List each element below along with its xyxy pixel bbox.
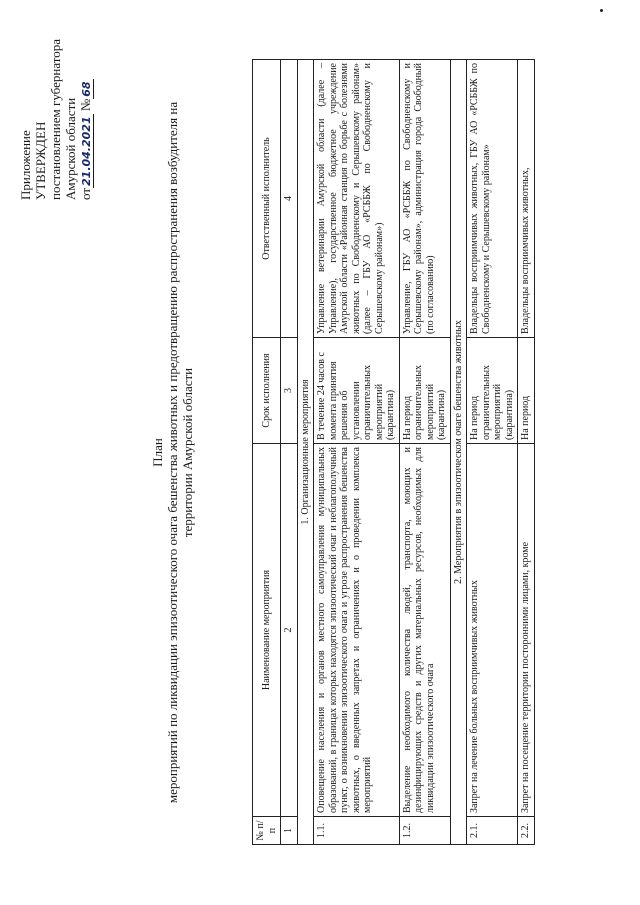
header-term: Срок исполнения bbox=[253, 338, 281, 444]
handwritten-date: 21.04.2021 bbox=[80, 116, 93, 186]
table-row bbox=[399, 60, 450, 845]
number-prefix: № bbox=[78, 98, 93, 112]
row-name: Выделение необходимого количества людей, транспорта, моющих и дезинфицирующих средств и других материальных ресурсов, необходимых для ликвидации эпизоотического очага bbox=[399, 444, 450, 817]
table-row bbox=[314, 60, 400, 845]
row-executor: Управление, ГБУ АО «РСББЖ по Свободненскому и Серышевскому районам», администрация города Свободный (по согласованию) bbox=[399, 60, 450, 338]
column-number-row bbox=[281, 60, 298, 845]
row-num: 2.1. bbox=[467, 817, 518, 845]
approval-block bbox=[18, 10, 94, 200]
row-num: 1.1. bbox=[314, 817, 400, 845]
row-num: 1.2. bbox=[399, 817, 450, 845]
table-header-row bbox=[253, 60, 281, 845]
row-name: Оповещение населения и органов местного самоуправления муниципальных образований, в границах которых находятся эпизоотический очаг и неблагополучный пункт, о возникновении эпизоотического очага и угрозе распространения бешенства животных, о введенных запретах и ограничениях и о проведении комплекса мероприятий bbox=[314, 444, 400, 817]
row-name: Запрет на лечение больных восприимчивых животных bbox=[467, 444, 518, 817]
col-number: 3 bbox=[281, 338, 298, 444]
row-term: В течение 24 часов с момента принятия решения об установлении ограничительных мероприятий (карантина) bbox=[314, 338, 400, 444]
row-term: На период ограничительных мероприятий (карантина) bbox=[467, 338, 518, 444]
section-row bbox=[297, 60, 314, 845]
row-executor: Управление ветеринарии Амурской области (далее – Управление), государственное бюджетное учреждение Амурской области «Районная станция по борьбе с болезнями животных по Свободненскому и Серышевскому районам» (далее – ГБУ АО «РСББЖ по Свободненскому и Серышевскому районам») bbox=[314, 60, 400, 338]
date-prefix: от bbox=[78, 187, 93, 200]
approval-appendix: Приложение bbox=[18, 130, 33, 200]
plan-subtitle-line1: мероприятий по ликвидации эпизоотического очага бешенства животных и предотвращению распространения возбудителя на bbox=[165, 101, 180, 804]
plan-subtitle-line2: территории Амурской области bbox=[180, 367, 195, 538]
row-name: Запрет на посещение территории посторонними лицами, кроме bbox=[518, 444, 535, 817]
section-title: 2. Мероприятия в эпизоотическом очаге бешенства животных bbox=[450, 60, 467, 845]
row-executor: Владельцы восприимчивых животных, bbox=[518, 60, 535, 338]
plan-table bbox=[252, 59, 535, 845]
row-term: На период bbox=[518, 338, 535, 444]
row-term: На период ограничительных мероприятий (карантина) bbox=[399, 338, 450, 444]
header-num: № п/п bbox=[253, 817, 281, 845]
table-row bbox=[518, 60, 535, 845]
approval-region: Амурской области bbox=[63, 97, 78, 200]
table-row bbox=[467, 60, 518, 845]
col-number: 2 bbox=[281, 444, 298, 817]
approval-approved: УТВЕРЖДЕН bbox=[33, 121, 48, 200]
row-num: 2.2. bbox=[518, 817, 535, 845]
row-executor: Владельцы восприимчивых животных, ГБУ АО «РСББЖ по Свободненскому и Серышевскому районам» bbox=[467, 60, 518, 338]
handwritten-number: 68 bbox=[80, 81, 93, 97]
approval-date-line bbox=[78, 10, 94, 200]
header-executor: Ответственный исполнитель bbox=[253, 60, 281, 338]
approval-decree: постановлением губернатора bbox=[48, 38, 63, 200]
col-number: 1 bbox=[281, 817, 298, 845]
scan-speck bbox=[600, 9, 603, 12]
col-number: 4 bbox=[281, 60, 298, 338]
header-name: Наименование мероприятия bbox=[253, 444, 281, 817]
plan-heading: План bbox=[150, 438, 165, 467]
section-row bbox=[450, 60, 467, 845]
section-title: 1. Организационные мероприятия bbox=[297, 60, 314, 845]
document-title bbox=[150, 60, 195, 845]
